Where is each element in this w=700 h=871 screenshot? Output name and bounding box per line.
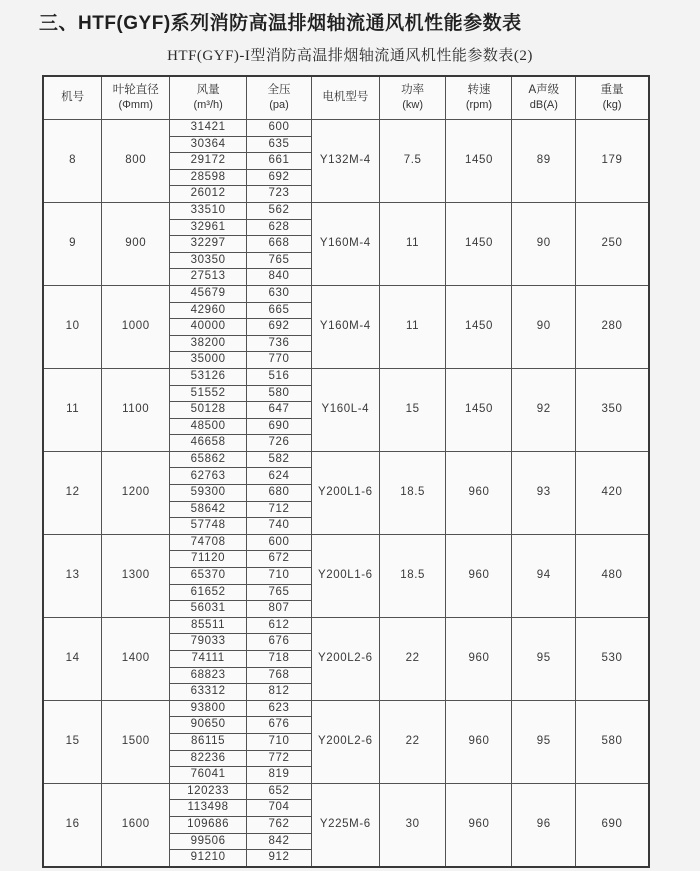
cell-total-pressure: 812 (247, 684, 312, 701)
cell-speed: 960 (446, 783, 512, 866)
cell-weight: 280 (576, 285, 649, 368)
cell-machine-no: 16 (43, 783, 102, 866)
cell-speed: 1450 (446, 368, 512, 451)
cell-air-flow: 33510 (170, 202, 247, 219)
cell-machine-no: 12 (43, 451, 102, 534)
column-unit: (pa) (269, 99, 289, 112)
cell-total-pressure: 765 (247, 584, 312, 601)
cell-noise-level: 94 (512, 534, 576, 617)
cell-total-pressure: 647 (247, 402, 312, 419)
cell-air-flow: 82236 (170, 750, 247, 767)
cell-machine-no: 10 (43, 285, 102, 368)
column-unit: (kg) (602, 99, 622, 112)
cell-air-flow: 61652 (170, 584, 247, 601)
cell-total-pressure: 740 (247, 518, 312, 535)
cell-total-pressure: 690 (247, 418, 312, 435)
cell-weight: 480 (576, 534, 649, 617)
column-header-noise-level (512, 76, 576, 120)
column-unit: (kw) (402, 99, 423, 112)
cell-air-flow: 32961 (170, 219, 247, 236)
cell-noise-level: 90 (512, 202, 576, 285)
column-header-air-flow (170, 76, 247, 120)
cell-air-flow: 99506 (170, 833, 247, 850)
cell-air-flow: 46658 (170, 435, 247, 452)
cell-total-pressure: 680 (247, 485, 312, 502)
cell-machine-no: 8 (43, 120, 102, 203)
column-unit: dB(A) (529, 99, 558, 112)
cell-air-flow: 26012 (170, 186, 247, 203)
cell-air-flow: 74708 (170, 534, 247, 551)
column-label: 叶轮直径 (112, 83, 159, 96)
cell-air-flow: 27513 (170, 269, 247, 286)
cell-air-flow: 35000 (170, 352, 247, 369)
cell-total-pressure: 768 (247, 667, 312, 684)
cell-total-pressure: 840 (247, 269, 312, 286)
cell-air-flow: 40000 (170, 319, 247, 336)
cell-noise-level: 93 (512, 451, 576, 534)
cell-total-pressure: 770 (247, 352, 312, 369)
cell-noise-level: 92 (512, 368, 576, 451)
cell-power: 11 (379, 202, 446, 285)
cell-air-flow: 90650 (170, 717, 247, 734)
cell-impeller-diameter: 1600 (102, 783, 170, 866)
cell-weight: 420 (576, 451, 649, 534)
table-subtitle: HTF(GYF)-I型消防高温排烟轴流通风机性能参数表(2) (167, 48, 533, 64)
table-row (43, 700, 649, 717)
table-row (43, 451, 649, 468)
cell-total-pressure: 676 (247, 634, 312, 651)
cell-total-pressure: 765 (247, 252, 312, 269)
cell-speed: 960 (446, 700, 512, 783)
cell-air-flow: 62763 (170, 468, 247, 485)
cell-total-pressure: 842 (247, 833, 312, 850)
cell-speed: 960 (446, 617, 512, 700)
cell-air-flow: 68823 (170, 667, 247, 684)
cell-air-flow: 91210 (170, 850, 247, 867)
cell-weight: 530 (576, 617, 649, 700)
cell-air-flow: 30350 (170, 252, 247, 269)
cell-machine-no: 9 (43, 202, 102, 285)
cell-noise-level: 95 (512, 700, 576, 783)
cell-weight: 250 (576, 202, 649, 285)
cell-total-pressure: 912 (247, 850, 312, 867)
column-label: 全压 (267, 83, 291, 96)
cell-air-flow: 45679 (170, 285, 247, 302)
cell-air-flow: 42960 (170, 302, 247, 319)
cell-noise-level: 96 (512, 783, 576, 866)
column-unit: (Φmm) (118, 99, 153, 112)
cell-air-flow: 51552 (170, 385, 247, 402)
cell-air-flow: 65862 (170, 451, 247, 468)
column-header-speed (446, 76, 512, 120)
cell-impeller-diameter: 800 (102, 120, 170, 203)
cell-total-pressure: 710 (247, 568, 312, 585)
page-title: 三、HTF(GYF)系列消防高温排烟轴流通风机性能参数表 (39, 13, 522, 34)
cell-air-flow: 65370 (170, 568, 247, 585)
cell-motor-model: Y160L-4 (311, 368, 379, 451)
cell-total-pressure: 628 (247, 219, 312, 236)
cell-total-pressure: 723 (247, 186, 312, 203)
cell-impeller-diameter: 1300 (102, 534, 170, 617)
column-label: 转速 (467, 83, 491, 96)
cell-motor-model: Y200L1-6 (311, 534, 379, 617)
cell-air-flow: 32297 (170, 236, 247, 253)
cell-speed: 1450 (446, 202, 512, 285)
cell-total-pressure: 726 (247, 435, 312, 452)
cell-air-flow: 76041 (170, 767, 247, 784)
cell-machine-no: 13 (43, 534, 102, 617)
cell-noise-level: 95 (512, 617, 576, 700)
cell-weight: 350 (576, 368, 649, 451)
cell-total-pressure: 600 (247, 120, 312, 137)
cell-total-pressure: 516 (247, 368, 312, 385)
cell-air-flow: 109686 (170, 816, 247, 833)
cell-air-flow: 71120 (170, 551, 247, 568)
column-label: 风量 (196, 83, 220, 96)
column-label: 功率 (401, 83, 425, 96)
cell-air-flow: 56031 (170, 601, 247, 618)
cell-speed: 1450 (446, 120, 512, 203)
cell-total-pressure: 712 (247, 501, 312, 518)
cell-air-flow: 93800 (170, 700, 247, 717)
cell-total-pressure: 624 (247, 468, 312, 485)
cell-machine-no: 11 (43, 368, 102, 451)
cell-speed: 1450 (446, 285, 512, 368)
header-row (43, 76, 649, 120)
fan-performance-table (42, 75, 650, 868)
table-row (43, 202, 649, 219)
cell-total-pressure: 718 (247, 651, 312, 668)
column-header-motor-model (311, 76, 379, 120)
cell-total-pressure: 704 (247, 800, 312, 817)
cell-noise-level: 90 (512, 285, 576, 368)
cell-total-pressure: 580 (247, 385, 312, 402)
cell-weight: 179 (576, 120, 649, 203)
cell-air-flow: 79033 (170, 634, 247, 651)
column-header-power (379, 76, 446, 120)
column-label: 重量 (600, 83, 624, 96)
cell-motor-model: Y200L2-6 (311, 700, 379, 783)
cell-air-flow: 30364 (170, 136, 247, 153)
cell-impeller-diameter: 1500 (102, 700, 170, 783)
table-row (43, 783, 649, 800)
cell-total-pressure: 665 (247, 302, 312, 319)
cell-total-pressure: 668 (247, 236, 312, 253)
cell-total-pressure: 692 (247, 169, 312, 186)
column-header-total-pressure (247, 76, 312, 120)
cell-air-flow: 53126 (170, 368, 247, 385)
cell-power: 18.5 (379, 451, 446, 534)
table-body (43, 120, 649, 867)
cell-weight: 580 (576, 700, 649, 783)
cell-total-pressure: 612 (247, 617, 312, 634)
column-header-weight (576, 76, 649, 120)
cell-air-flow: 85511 (170, 617, 247, 634)
cell-power: 22 (379, 700, 446, 783)
cell-air-flow: 38200 (170, 335, 247, 352)
table-row (43, 534, 649, 551)
cell-air-flow: 31421 (170, 120, 247, 137)
cell-air-flow: 120233 (170, 783, 247, 800)
cell-total-pressure: 807 (247, 601, 312, 618)
cell-total-pressure: 692 (247, 319, 312, 336)
cell-total-pressure: 710 (247, 733, 312, 750)
cell-impeller-diameter: 1000 (102, 285, 170, 368)
cell-impeller-diameter: 900 (102, 202, 170, 285)
cell-total-pressure: 736 (247, 335, 312, 352)
cell-total-pressure: 600 (247, 534, 312, 551)
column-label: 电机型号 (322, 91, 369, 104)
cell-air-flow: 113498 (170, 800, 247, 817)
cell-speed: 960 (446, 534, 512, 617)
cell-total-pressure: 635 (247, 136, 312, 153)
cell-air-flow: 48500 (170, 418, 247, 435)
cell-air-flow: 50128 (170, 402, 247, 419)
cell-total-pressure: 661 (247, 153, 312, 170)
cell-noise-level: 89 (512, 120, 576, 203)
cell-total-pressure: 582 (247, 451, 312, 468)
cell-air-flow: 57748 (170, 518, 247, 535)
cell-impeller-diameter: 1400 (102, 617, 170, 700)
cell-power: 11 (379, 285, 446, 368)
cell-power: 18.5 (379, 534, 446, 617)
cell-speed: 960 (446, 451, 512, 534)
table-row (43, 120, 649, 137)
table-row (43, 617, 649, 634)
cell-total-pressure: 819 (247, 767, 312, 784)
column-label: 机号 (61, 91, 85, 104)
table-row (43, 285, 649, 302)
cell-power: 7.5 (379, 120, 446, 203)
table-row (43, 368, 649, 385)
cell-power: 15 (379, 368, 446, 451)
cell-motor-model: Y225M-6 (311, 783, 379, 866)
cell-motor-model: Y160M-4 (311, 285, 379, 368)
cell-weight: 690 (576, 783, 649, 866)
table-head (43, 76, 649, 120)
cell-total-pressure: 623 (247, 700, 312, 717)
cell-impeller-diameter: 1100 (102, 368, 170, 451)
cell-power: 22 (379, 617, 446, 700)
cell-motor-model: Y132M-4 (311, 120, 379, 203)
cell-air-flow: 59300 (170, 485, 247, 502)
cell-total-pressure: 652 (247, 783, 312, 800)
cell-air-flow: 86115 (170, 733, 247, 750)
cell-air-flow: 28598 (170, 169, 247, 186)
column-header-impeller-diameter (102, 76, 170, 120)
cell-motor-model: Y160M-4 (311, 202, 379, 285)
cell-total-pressure: 562 (247, 202, 312, 219)
cell-total-pressure: 772 (247, 750, 312, 767)
column-header-machine-no (43, 76, 102, 120)
cell-power: 30 (379, 783, 446, 866)
column-unit: (m³/h) (193, 99, 223, 112)
cell-total-pressure: 672 (247, 551, 312, 568)
cell-motor-model: Y200L2-6 (311, 617, 379, 700)
cell-air-flow: 74111 (170, 651, 247, 668)
cell-machine-no: 15 (43, 700, 102, 783)
cell-total-pressure: 676 (247, 717, 312, 734)
column-label: A声级 (528, 83, 560, 96)
column-unit: (rpm) (465, 99, 493, 112)
cell-machine-no: 14 (43, 617, 102, 700)
cell-total-pressure: 630 (247, 285, 312, 302)
cell-air-flow: 58642 (170, 501, 247, 518)
cell-impeller-diameter: 1200 (102, 451, 170, 534)
cell-motor-model: Y200L1-6 (311, 451, 379, 534)
cell-air-flow: 63312 (170, 684, 247, 701)
cell-air-flow: 29172 (170, 153, 247, 170)
cell-total-pressure: 762 (247, 816, 312, 833)
